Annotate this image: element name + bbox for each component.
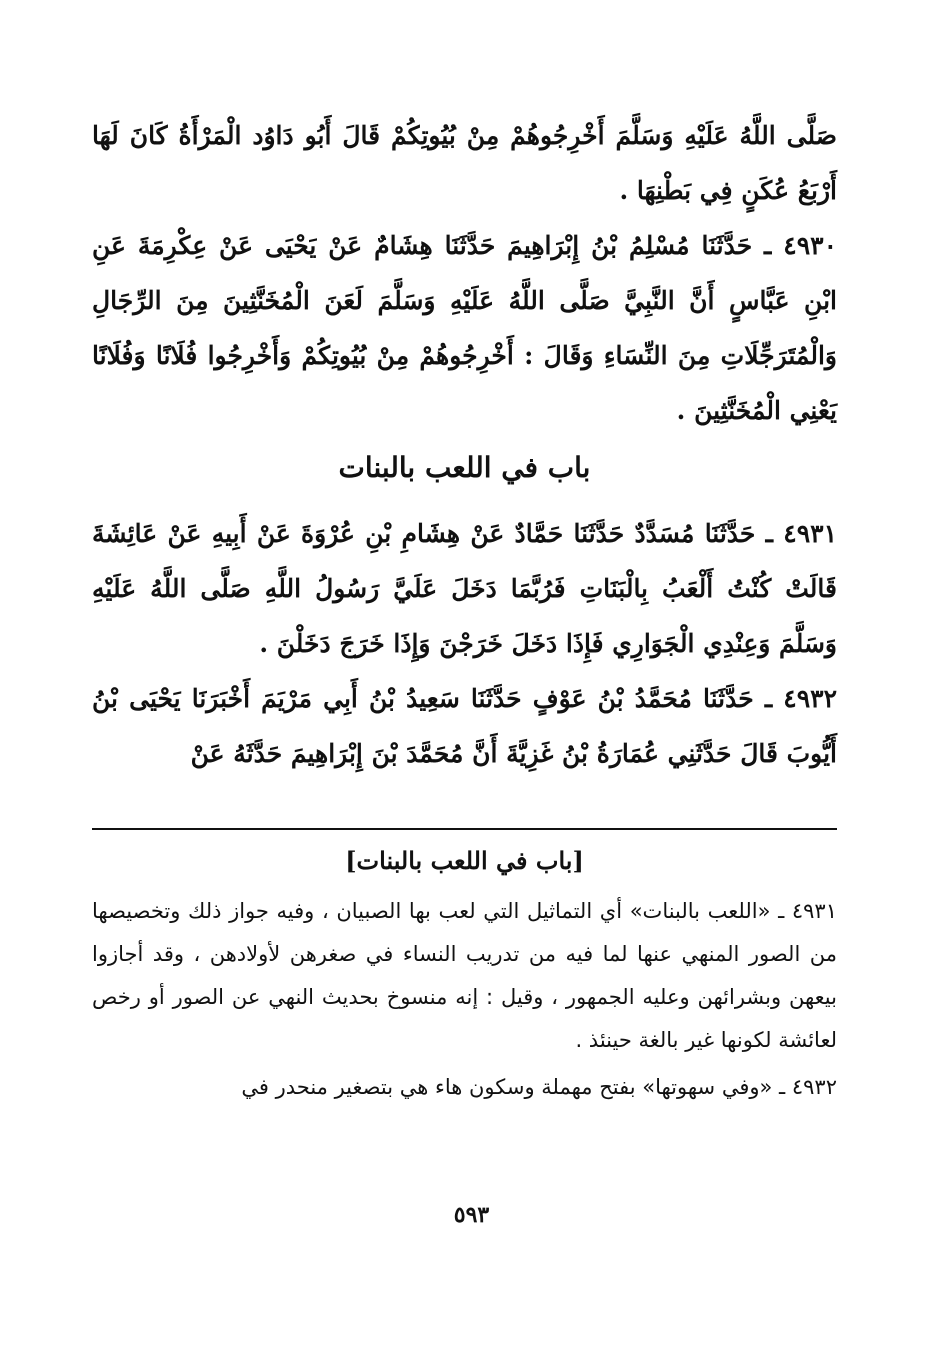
commentary-heading: [باب في اللعب بالبنات] [345, 846, 584, 875]
commentary-paragraph-4932: ٤٩٣٢ ـ «وفي سهوتها» بفتح مهملة وسكون هاء هي بتصغير منحدر في [241, 1075, 837, 1099]
page-number: ٥٩٣ [453, 1202, 490, 1228]
footnote-divider [92, 828, 837, 830]
hadith-text [92, 108, 837, 781]
commentary-section [92, 838, 837, 1113]
hadith-paragraph-4932: ٤٩٣٢ ـ حَدَّثَنَا مُحَمَّدُ بْنُ عَوْفٍ حَدَّثَنَا سَعِيدُ بْنُ أَبِي مَرْيَمَ أَخْبَرَنَا يَحْيَى بْنُ أَيُّوبَ قَالَ حَدَّثَنِي عُمَارَةُ بْنُ غَزِيَّةَ أَنَّ مُحَمَّدَ بْنَ إِبْرَاهِيمَ حَدَّثَهُ عَنْ [92, 684, 837, 768]
chapter-heading: باب في اللعب بالبنات [338, 451, 591, 484]
hadith-paragraph-4931: ٤٩٣١ ـ حَدَّثَنَا مُسَدَّدٌ حَدَّثَنَا حَمَّادٌ عَنْ هِشَامِ بْنِ عُرْوَةَ عَنْ أَبِيهِ عَنْ عَائِشَةَ قَالَتْ كُنْتُ أَلْعَبُ بِالْبَنَاتِ فَرُبَّمَا دَخَلَ عَلَيَّ رَسُولُ اللَّهِ صَلَّى اللَّهُ عَلَيْهِ وَسَلَّمَ وَعِنْدِي الْجَوَارِي فَإِذَا دَخَلَ خَرَجْنَ وَإِذَا خَرَجَ دَخَلْنَ . [92, 519, 837, 658]
hadith-paragraph: صَلَّى اللَّهُ عَلَيْهِ وَسَلَّمَ أَخْرِجُوهُمْ مِنْ بُيُوتِكُمْ قَالَ أَبُو دَاوُد الْمَرْأَةُ كَانَ لَهَا أَرْبَعُ عُكَنٍ فِي بَطْنِهَا . [92, 121, 837, 205]
commentary-paragraph-4931: ٤٩٣١ ـ «اللعب بالبنات» أي التماثيل التي لعب بها الصبيان ، وفيه جواز ذلك وتخصيصها من الصور المنهي عنها لما فيه من تدريب النساء في صغرهن لأولادهن ، وقد أجازوا بيعهن وبشرائهن وعليه الجمهور ، وقيل : إنه منسوخ بحديث النهي عن الصور أو رخص لعائشة لكونها غير بالغة حينئذ . [92, 899, 837, 1052]
hadith-paragraph-4930: ٤٩٣٠ ـ حَدَّثَنَا مُسْلِمُ بْنُ إِبْرَاهِيمَ حَدَّثَنَا هِشَامٌ عَنْ يَحْيَى عَنْ عِكْرِمَةَ عَنِ ابْنِ عَبَّاسٍ أَنَّ النَّبِيَّ صَلَّى اللَّهُ عَلَيْهِ وَسَلَّمَ لَعَنَ الْمُخَنَّثِينَ مِنَ الرِّجَالِ وَالْمُتَرَجِّلَاتِ مِنَ النِّسَاءِ وَقَالَ : أَخْرِجُوهُمْ مِنْ بُيُوتِكُمْ وَأَخْرِجُوا فُلَانًا وَفُلَانًا يَعْنِي الْمُخَنَّثِينَ . [92, 231, 837, 425]
